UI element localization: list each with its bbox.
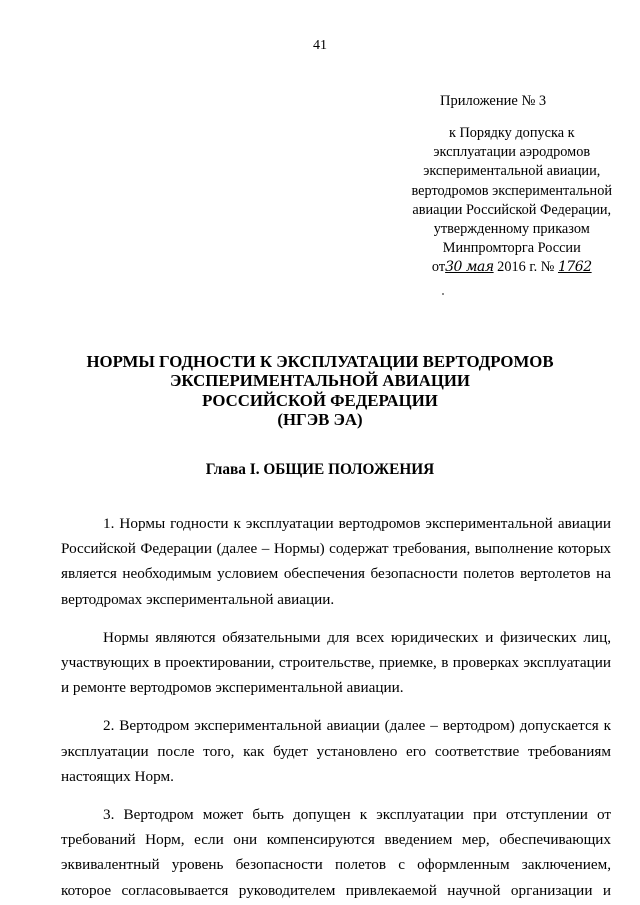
approval-line-3: экспериментальной авиации, xyxy=(423,163,601,180)
scan-speck xyxy=(442,293,444,295)
paragraph-4: 3. Вертодром может быть допущен к эксплуатации при отступлении от требований Норм, если они компенсируются введением мер, обеспечивающих эквивалентный уровень безопасности полетов с оформленным заключением, которое согласовывается руководителем привлекаемой научной организации и xyxy=(61,806,611,899)
approval-line-4: вертодромов экспериментальной xyxy=(411,182,612,199)
page-number: 41 xyxy=(313,38,327,53)
paragraph-1: 1. Нормы годности к эксплуатации вертодромов экспериментальной авиации Российской Федерации (далее – Нормы) содержат требования, выполнение которых является необходимым условием обеспечения безопасности полетов вертолетов на вертодромах экспериментальной авиации. xyxy=(61,515,611,608)
approval-line-5: авиации Российской Федерации, xyxy=(412,201,612,218)
handwritten-date: 30 мая xyxy=(445,259,494,276)
approval-line-1: к Порядку допуска к xyxy=(448,125,575,141)
approval-line-2: эксплуатации аэродромов xyxy=(433,144,591,161)
appendix-label: Приложение № 3 xyxy=(440,93,547,109)
title-line-2: ЭКСПЕРИМЕНТАЛЬНОЙ АВИАЦИИ xyxy=(170,371,470,391)
date-prefix: от xyxy=(431,259,446,276)
title-line-1: НОРМЫ ГОДНОСТИ К ЭКСПЛУАТАЦИИ ВЕРТОДРОМОВ xyxy=(86,352,554,371)
date-year: 2016 г. № xyxy=(493,259,558,276)
document-title xyxy=(0,352,640,429)
paragraph-3: 2. Вертодром экспериментальной авиации (далее – вертодром) допускается к эксплуатации после того, как будет установлено его соответствие требованиям настоящих Норм. xyxy=(61,717,611,785)
title-line-4: (НГЭВ ЭА) xyxy=(277,409,363,429)
approval-line-6: утвержденному приказом xyxy=(433,221,590,238)
handwritten-order-number: 1762 xyxy=(557,259,592,276)
approval-line-7: Минпромторга России xyxy=(442,240,581,257)
document-body xyxy=(61,511,611,903)
chapter-heading: Глава I. ОБЩИЕ ПОЛОЖЕНИЯ xyxy=(205,461,435,478)
approval-block xyxy=(412,124,613,278)
approval-date-line xyxy=(412,258,613,277)
paragraph-2: Нормы являются обязательными для всех юридических и физических лиц, участвующих в проектировании, строительстве, приемке, в проверках эксплуатации и ремонте вертодромов экспериментальной авиации. xyxy=(61,628,611,697)
title-line-3: РОССИЙСКОЙ ФЕДЕРАЦИИ xyxy=(202,390,438,410)
